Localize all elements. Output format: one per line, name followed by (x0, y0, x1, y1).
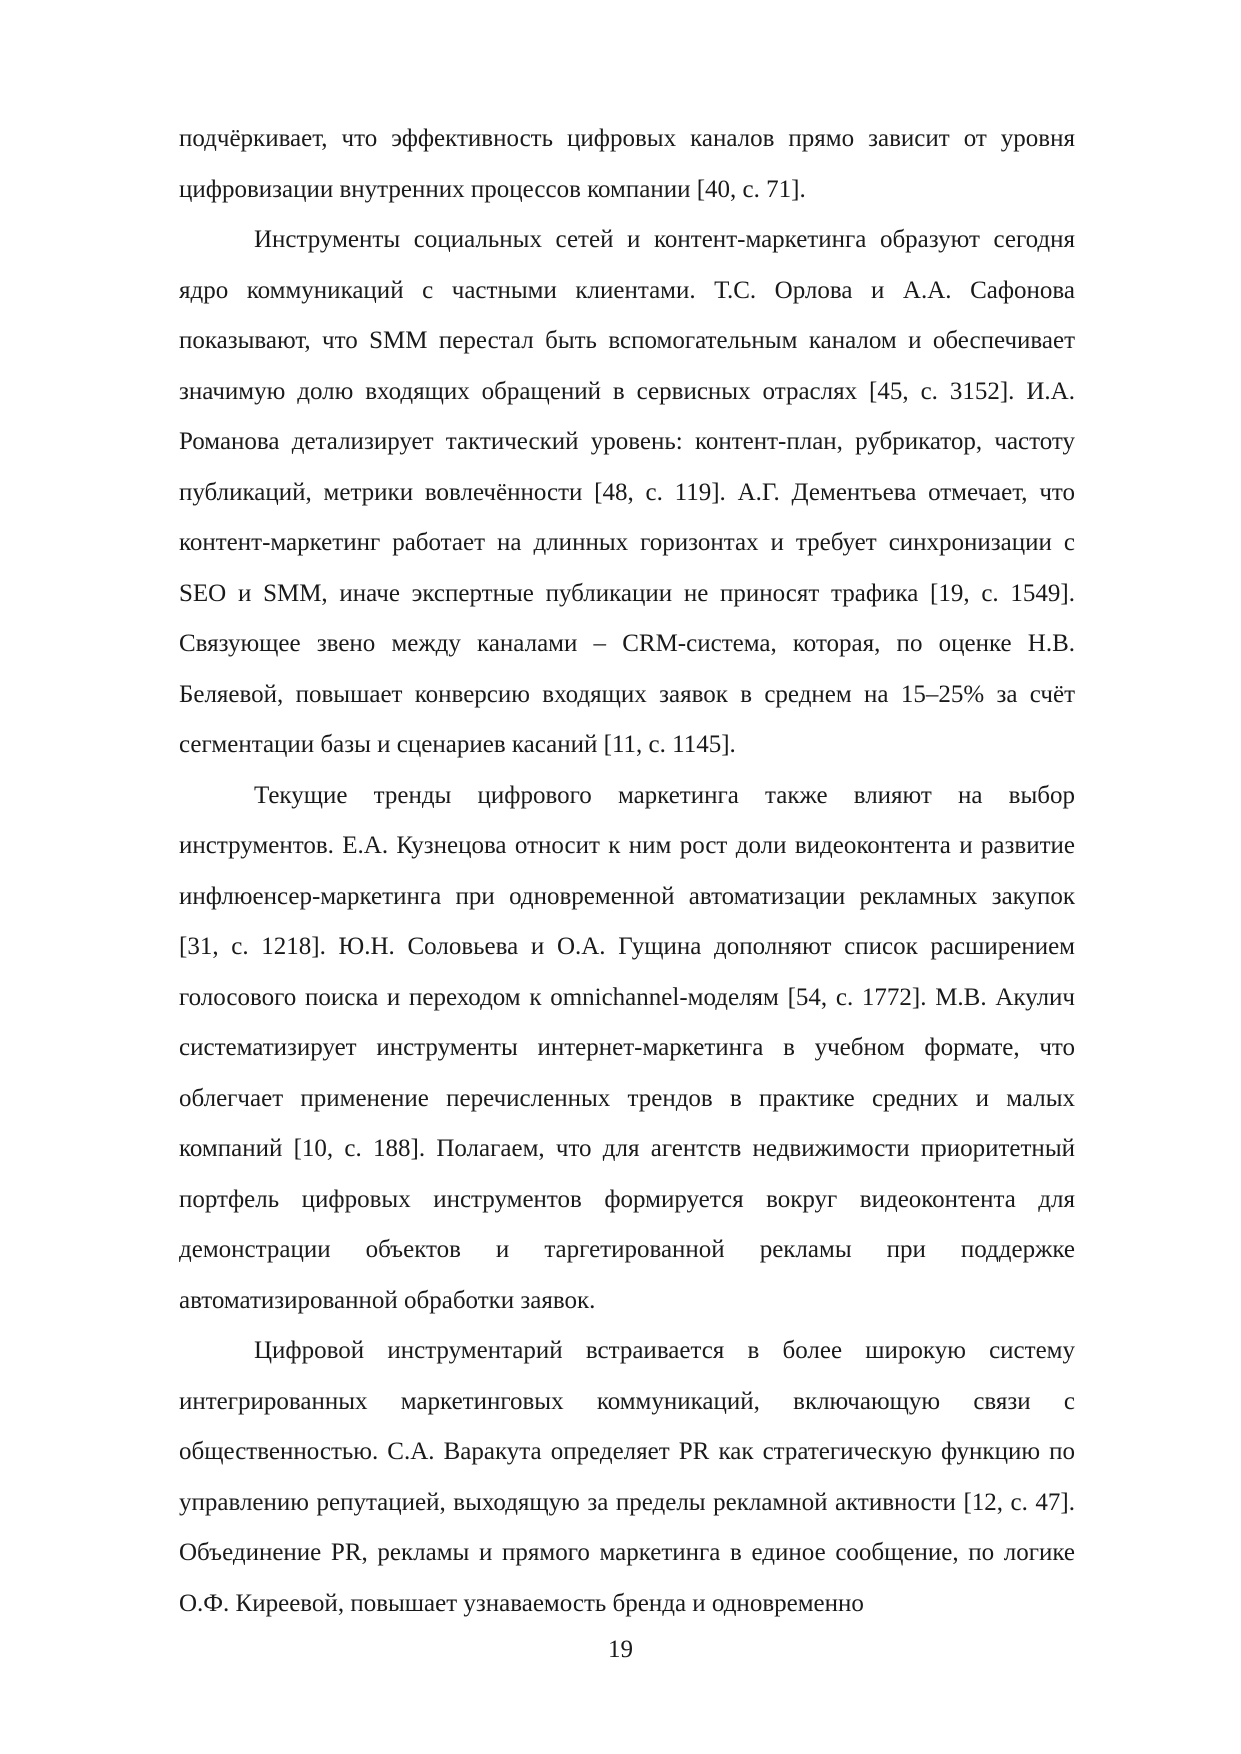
paragraph: Цифровой инструментарий встраивается в более широкую систему интегрированных маркетинговых коммуникаций, включающую связи с общественностью. С.А. Варакута определяет PR как стратегическую функцию по управлению репутацией, выходящую за пределы рекламной активности [12, с. 47]. Объединение PR, рекламы и прямого маркетинга в единое сообщение, по логике О.Ф. Киреевой, повышает узнаваемость бренда и одновременно (179, 1337, 1075, 1617)
paragraph: Текущие тренды цифрового маркетинга также влияют на выбор инструментов. Е.А. Кузнецова относит к ним рост доли видеоконтента и развитие инфлюенсер-маркетинга при одновременной автоматизации рекламных закупок [31, с. 1218]. Ю.Н. Соловьева и О.А. Гущина дополняют список расширением голосового поиска и переходом к omnichannel-моделям [54, с. 1772]. М.В. Акулич систематизирует инструменты интернет-маркетинга в учебном формате, что облегчает применение перечисленных трендов в практике средних и малых компаний [10, с. 188]. Полагаем, что для агентств недвижимости приоритетный портфель цифровых инструментов формируется вокруг видеоконтента для демонстрации объектов и таргетированной рекламы при поддержке автоматизированной обработки заявок. (179, 781, 1075, 1314)
paragraph: подчёркивает, что эффективность цифровых каналов прямо зависит от уровня цифровизации внутренних процессов компании [40, с. 71]. (179, 125, 1075, 203)
paragraph: Инструменты социальных сетей и контент-маркетинга образуют сегодня ядро коммуникаций с частными клиентами. Т.С. Орлова и А.А. Сафонова показывают, что SMM перестал быть вспомогательным каналом и обеспечивает значимую долю входящих обращений в сервисных отраслях [45, с. 3152]. И.А. Романова детализирует тактический уровень: контент-план, рубрикатор, частоту публикаций, метрики вовлечённости [48, с. 119]. А.Г. Дементьева отмечает, что контент-маркетинг работает на длинных горизонтах и требует синхронизации с SEO и SMM, иначе экспертные публикации не приносят трафика [19, с. 1549]. Связующее звено между каналами – CRM-система, которая, по оценке Н.В. Беляевой, повышает конверсию входящих заявок в среднем на 15–25% за счёт сегментации базы и сценариев касаний [11, с. 1145]. (179, 226, 1075, 758)
page-number: 19 (608, 1636, 633, 1663)
page-body (179, 114, 1075, 1629)
